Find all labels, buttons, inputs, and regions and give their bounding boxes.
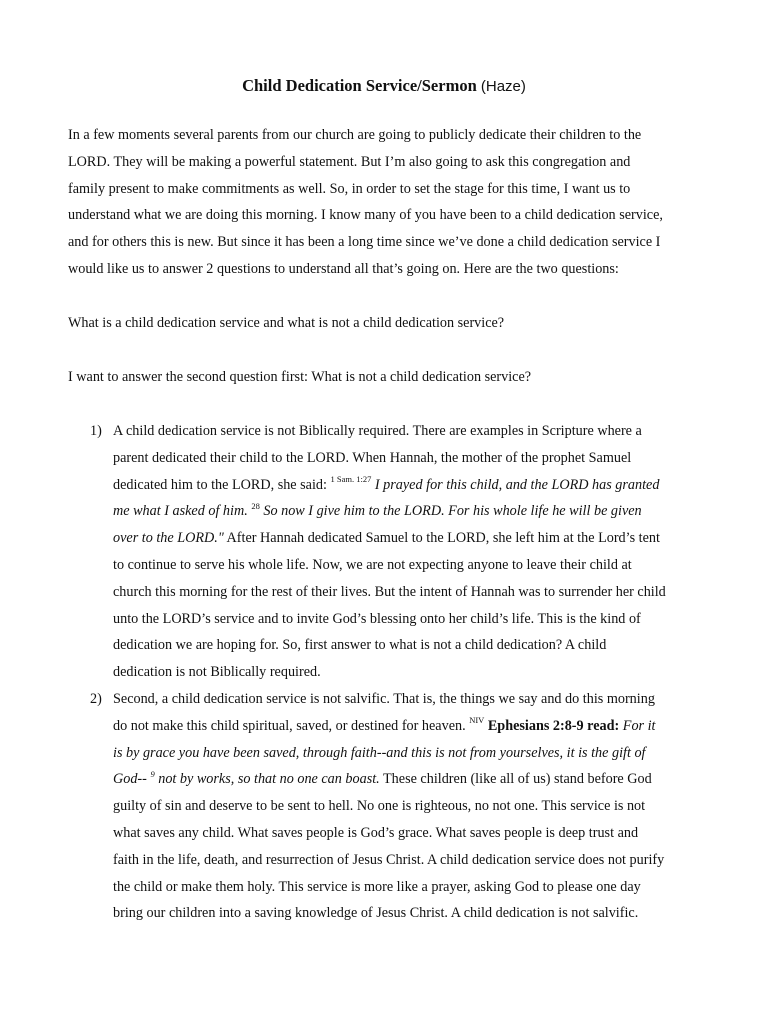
item-line (113, 472, 708, 499)
bible-version: NIV (469, 715, 485, 726)
scripture-quote: God-- (113, 771, 151, 788)
document-title (0, 74, 768, 99)
intro-line: family present to make commitments as well. So, in order to set the stage for this time, I want us to (68, 180, 631, 197)
scripture-reference: Ephesians 2:8-9 read: (484, 717, 620, 734)
verse-number: 28 (251, 500, 260, 511)
scripture-quote: For it (619, 717, 656, 734)
intro-paragraph (68, 122, 708, 283)
intro-line: understand what we are doing this morning. I know many of you have been to a child dedication service, (68, 207, 663, 224)
verse-number: 9 (150, 768, 155, 779)
item-line: parent dedicated their child to the LORD. When Hannah, the mother of the prophet Samuel (113, 449, 632, 466)
item-line: church this morning for the rest of their lives. But the intent of Hannah was to surrender her child (113, 583, 666, 600)
scripture-quote: not by works, so that no one can boast. (154, 771, 380, 788)
intro-line: In a few moments several parents from our church are going to publicly dedicate their children to the (68, 127, 642, 143)
scripture-quote: I prayed for this child, and the LORD has granted (371, 476, 660, 493)
intro-line: LORD. They will be making a powerful statement. But I’m also going to ask this congregation and (68, 153, 631, 170)
item-line: to continue to serve his whole life. Now, we are not expecting anyone to leave their child at (113, 556, 632, 573)
question-text: What is a child dedication service and what is not a child dedication service? (68, 315, 505, 331)
item-line: dedication is not Biblically required. (113, 664, 321, 681)
intro-line: would like us to answer 2 questions to understand all that’s going on. Here are the two questions: (68, 260, 619, 277)
title-main: Child Dedication Service/Sermon (242, 76, 477, 95)
numbered-list (68, 418, 708, 927)
list-item (68, 418, 708, 686)
answer-intro-paragraph (68, 364, 708, 391)
item-line: what saves any child. What saves people is God’s grace. What saves people is deep trust and (113, 824, 639, 841)
answer-intro-text: I want to answer the second question first: What is not a child dedication service? (68, 369, 532, 385)
scripture-quote: over to the LORD." (113, 530, 224, 547)
item-line: is by grace you have been saved, through faith--and this is not from yourselves, it is the gift of (113, 744, 646, 761)
scripture-quote: So now I give him to the LORD. For his whole life he will be given (259, 503, 642, 520)
item-line (113, 525, 708, 552)
item-line: guilty of sin and deserve to be sent to hell. No one is righteous, no not one. This service is not (113, 798, 646, 815)
item-text: These children (like all of us) stand before God (379, 771, 652, 788)
intro-line: and for others this is new. But since it has been a long time since we’ve done a child dedication service I (68, 234, 661, 251)
list-item (68, 686, 708, 927)
question-paragraph (68, 310, 708, 337)
item-line (113, 766, 708, 793)
item-line: Second, a child dedication service is not salvific. That is, the things we say and do this morning (113, 690, 655, 707)
verse-reference: 1 Sam. 1:27 (330, 473, 372, 484)
list-number: 1) (90, 423, 102, 439)
scripture-quote: me what I asked of him. (113, 503, 252, 520)
item-line: A child dedication service is not Biblically required. There are examples in Scripture where a (113, 423, 642, 439)
item-line (113, 498, 708, 525)
item-line (113, 713, 708, 740)
item-line: dedication we are hoping for. So, first answer to what is not a child dedication? A child (113, 637, 607, 654)
list-number: 2) (90, 690, 102, 707)
item-text: dedicated him to the LORD, she said: (113, 476, 331, 493)
item-line: faith in the life, death, and resurrection of Jesus Christ. A child dedication service does not purify (113, 851, 665, 868)
item-text: do not make this child spiritual, saved, or destined for heaven. (113, 717, 470, 734)
item-line: the child or make them holy. This service is more like a prayer, asking God to please one day (113, 878, 641, 895)
item-text: After Hannah dedicated Samuel to the LORD, she left him at the Lord’s tent (223, 530, 660, 547)
item-line: bring our children into a saving knowledge of Jesus Christ. A child dedication is not salvific. (113, 905, 639, 922)
title-sub: (Haze) (480, 78, 526, 95)
item-line: unto the LORD’s service and to invite God’s blessing onto her child’s life. This is the kind of (113, 610, 641, 627)
